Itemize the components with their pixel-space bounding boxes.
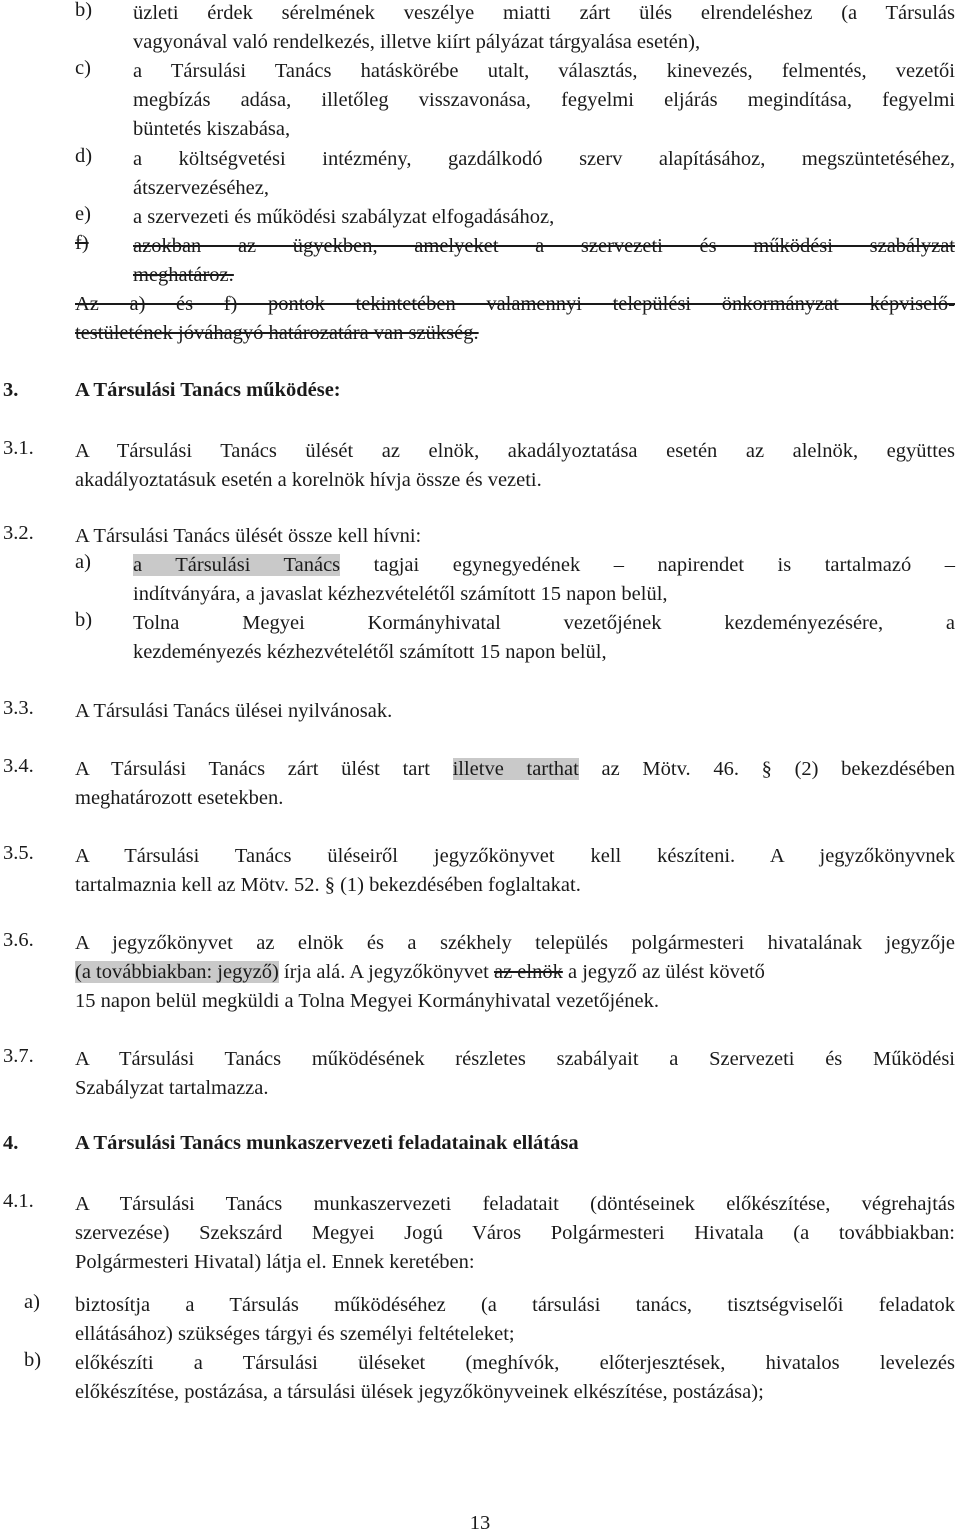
paragraph-number: 3.3.: [3, 697, 34, 719]
text-line: A Társulási Tanács működésének részletes szabályait a Szervezeti és Működési: [75, 1048, 955, 1070]
text-line: indítványára, a javaslat kézhezvételétől számított 15 napon belül,: [133, 583, 668, 605]
text-line: [75, 755, 955, 784]
text-line: a Társulási Tanács hatáskörébe utalt, választás, kinevezés, felmentés, vezetői: [133, 60, 955, 82]
highlighted-text: a Társulási Tanács: [133, 554, 341, 576]
text-span: írja alá. A jegyzőkönyvet: [283, 961, 489, 983]
page-number: 13: [469, 1512, 491, 1534]
paragraph-number: 4.1.: [3, 1190, 34, 1212]
section-title: A Társulási Tanács működése:: [75, 379, 341, 401]
paragraph-number: 3.1.: [3, 437, 34, 459]
text-line: előkészítése, postázása, a társulási ülések jegyzőkönyveinek elkészítése, postázása);: [75, 1381, 764, 1403]
text-line: [75, 958, 955, 987]
item-label: a): [24, 1291, 40, 1313]
text-line: [133, 551, 955, 580]
text-line: előkészíti a Társulási üléseket (meghívók, előterjesztések, hivatalos levelezés: [75, 1352, 955, 1374]
text-line: A Társulási Tanács munkaszervezeti feladatait (döntéseinek előkészítése, végrehajtás: [75, 1193, 955, 1215]
paragraph-number: 3.4.: [3, 755, 34, 777]
text-line: A Társulási Tanács üléseiről jegyzőkönyvet kell készíteni. A jegyzőkönyvnek: [75, 845, 955, 867]
text-line: A Társulási Tanács ülését össze kell hívni:: [75, 525, 422, 547]
paragraph-number: 3.2.: [3, 522, 34, 544]
text-line: azokban az ügyekben, amelyeket a szervezeti és működési szabályzat: [133, 235, 955, 257]
text-line: Szabályzat tartalmazza.: [75, 1077, 269, 1099]
struck-text: az elnök: [493, 961, 563, 983]
text-line: tartalmaznia kell az Mötv. 52. § (1) bekezdésében foglaltakat.: [75, 874, 581, 896]
text-line: A Társulási Tanács ülései nyilvánosak.: [75, 700, 393, 722]
text-span: az Mötv. 46. § (2) bekezdésében: [601, 758, 955, 780]
text-span: tagjai egynegyedének – napirendet is tartalmazó –: [373, 554, 955, 576]
text-line: A Társulási Tanács ülését az elnök, akadályoztatása esetén az alelnök, együttes: [75, 440, 955, 462]
text-line: A jegyzőkönyvet az elnök és a székhely település polgármesteri hivatalának jegyzője: [75, 932, 955, 954]
item-label: b): [24, 1349, 42, 1371]
item-label: b): [75, 609, 93, 631]
text-span: A Társulási Tanács zárt ülést tart: [75, 758, 430, 780]
item-label: f): [75, 232, 89, 254]
text-line: meghatároz.: [133, 264, 234, 286]
text-line: a költségvetési intézmény, gazdálkodó szerv alapításához, megszüntetéséhez,: [133, 148, 955, 170]
text-line: vagyonával való rendelkezés, illetve kiírt pályázat tárgyalása esetén),: [133, 31, 701, 53]
item-label: b): [75, 0, 93, 21]
text-line: szervezése) Szekszárd Megyei Jogú Város Polgármesteri Hivatala (a továbbiakban:: [75, 1222, 955, 1244]
text-line: testületének jóváhagyó határozatára van szükség.: [75, 322, 479, 344]
highlighted-text: (a továbbiakban: jegyző): [75, 961, 279, 983]
text-line: ellátásához) szükséges tárgyi és személyi feltételeket;: [75, 1323, 515, 1345]
highlighted-text: illetve tarthat: [452, 758, 579, 780]
paragraph-number: 3.7.: [3, 1045, 34, 1067]
text-line: biztosítja a Társulás működéséhez (a társulási tanács, tisztségviselői feladatok: [75, 1294, 955, 1316]
section-number: 3.: [3, 379, 19, 401]
text-line: meghatározott esetekben.: [75, 787, 284, 809]
section-number: 4.: [3, 1132, 19, 1154]
text-line: 15 napon belül megküldi a Tolna Megyei Kormányhivatal vezetőjének.: [75, 990, 659, 1012]
section-title: A Társulási Tanács munkaszervezeti feladatainak ellátása: [75, 1132, 579, 1154]
paragraph-number: 3.6.: [3, 929, 34, 951]
text-line: büntetés kiszabása,: [133, 118, 291, 140]
text-line: kezdeményezés kézhezvételétől számított 15 napon belül,: [133, 641, 607, 663]
text-span: a jegyző az ülést követő: [567, 961, 765, 983]
item-label: a): [75, 551, 91, 573]
text-line: akadályoztatásuk esetén a korelnök hívja össze és vezeti.: [75, 469, 542, 491]
text-line: Az a) és f) pontok tekintetében valamennyi települési önkormányzat képviselő-: [75, 293, 955, 315]
item-label: e): [75, 203, 91, 225]
text-line: Polgármesteri Hivatal) látja el. Ennek keretében:: [75, 1251, 475, 1273]
item-label: c): [75, 57, 91, 79]
text-line: átszervezéséhez,: [133, 177, 269, 199]
text-line: megbízás adása, illetőleg visszavonása, fegyelmi eljárás megindítása, fegyelmi: [133, 89, 955, 111]
text-line: üzleti érdek sérelmének veszélye miatti zárt ülés elrendeléshez (a Társulás: [133, 2, 955, 24]
text-line: Tolna Megyei Kormányhivatal vezetőjének kezdeményezésére, a: [133, 612, 955, 634]
paragraph-number: 3.5.: [3, 842, 34, 864]
text-line: a szervezeti és működési szabályzat elfogadásához,: [133, 206, 555, 228]
item-label: d): [75, 145, 93, 167]
